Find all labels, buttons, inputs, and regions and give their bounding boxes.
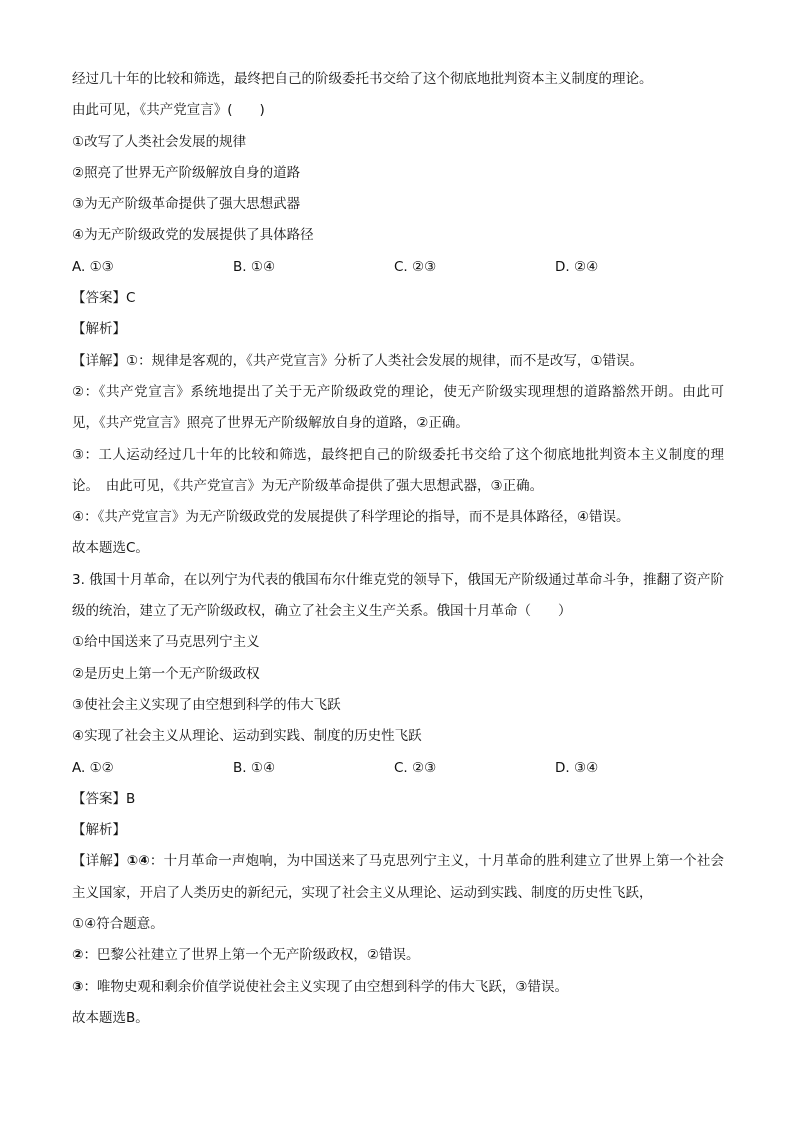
q3-conclusion: 故本题选B。: [72, 1009, 149, 1026]
q3-point-3-text: ：唯物史观和剩余价值学说使社会主义实现了由空想到科学的伟大飞跃，③错误。: [83, 978, 569, 995]
q3-point-2: [72, 940, 724, 971]
q3-option-d: D. ③④: [555, 759, 599, 776]
q3-detail-marker: ①④: [126, 853, 150, 870]
q2-options: [72, 252, 724, 283]
q2-statement-1: ①改写了人类社会发展的规律: [72, 133, 247, 150]
q2-conclusion: 故本题选C。: [72, 540, 149, 557]
q2-statement-3: ③为无产阶级革命提供了强大思想武器: [72, 196, 301, 213]
q3-detail: [72, 846, 724, 909]
q3-analysis-label: 【解析】: [72, 822, 126, 839]
q2-option-d: D. ②④: [555, 258, 599, 275]
q3-statement-1: ①给中国送来了马克思列宁主义: [72, 634, 260, 651]
q3-option-c: C. ②③: [394, 759, 437, 776]
q3-statement-4: ④实现了社会主义从理论、运动到实践、制度的历史性飞跃: [72, 728, 422, 745]
q3-detail-head: 【详解】: [72, 853, 127, 870]
q2-answer: 【答案】C: [72, 290, 136, 307]
q3-answer: 【答案】B: [72, 790, 136, 807]
document-page: [72, 64, 724, 1034]
q3-point-2-marker: ②: [72, 947, 84, 964]
q3-statement-3: ③使社会主义实现了由空想到科学的伟大飞跃: [72, 696, 341, 713]
q3-statement-2: ②是历史上第一个无产阶级政权: [72, 665, 260, 682]
q3-detail-end: ①④符合题意。: [72, 916, 164, 933]
q3-stem: 3. 俄国十月革命，在以列宁为代表的俄国布尔什维克党的领导下，俄国无产阶级通过革命斗争，推翻了资产阶级的统治，建立了无产阶级政权，确立了社会主义生产关系。俄国十月革命（ ）: [72, 571, 724, 620]
q2-prompt: 由此可见，《共产党宣言》( ): [72, 102, 265, 119]
q2-stem-tail: 经过几十年的比较和筛选，最终把自己的阶级委托书交给了这个彻底地批判资本主义制度的理论。: [72, 71, 653, 87]
q2-option-b: B. ①④: [233, 258, 276, 275]
q2-statement-2: ②照亮了世界无产阶级解放自身的道路: [72, 164, 301, 181]
q3-point-3-marker: ③: [72, 978, 84, 995]
q2-detail-2: ②：《共产党宣言》系统地提出了关于无产阶级政党的理论，使无产阶级实现理想的道路豁然开朗。由此可见，《共产党宣言》照亮了世界无产阶级解放自身的道路，②正确。: [72, 383, 724, 432]
q3-point-3: [72, 972, 724, 1003]
q2-detail-4: ④：《共产党宣言》为无产阶级政党的发展提供了科学理论的指导，而不是具体路径，④错误。: [72, 509, 630, 526]
q2-analysis-label: 【解析】: [72, 321, 126, 338]
q2-detail-3: ③：工人运动经过几十年的比较和筛选，最终把自己的阶级委托书交给了这个彻底地批判资本主义制度的理论。 由此可见，《共产党宣言》为无产阶级革命提供了强大思想武器，③正确。: [72, 446, 724, 494]
q3-option-a: A. ①②: [72, 759, 114, 776]
q2-detail-1: 【详解】①：规律是客观的，《共产党宣言》分析了人类社会发展的规律，而不是改写，①错误。: [72, 352, 643, 369]
q3-option-b: B. ①④: [233, 759, 276, 776]
q2-option-a: A. ①③: [72, 258, 114, 275]
q2-statement-4: ④为无产阶级政党的发展提供了具体路径: [72, 227, 314, 244]
q3-detail-text: ：十月革命一声炮响，为中国送来了马克思列宁主义，十月革命的胜利建立了世界上第一个社会主义国家，开启了人类历史的新纪元，实现了社会主义从理论、运动到实践、制度的历史性飞跃，: [72, 853, 725, 901]
q3-point-2-text: ：巴黎公社建立了世界上第一个无产阶级政权，②错误。: [83, 947, 420, 964]
q2-option-c: C. ②③: [394, 258, 437, 275]
q3-options: [72, 753, 724, 784]
